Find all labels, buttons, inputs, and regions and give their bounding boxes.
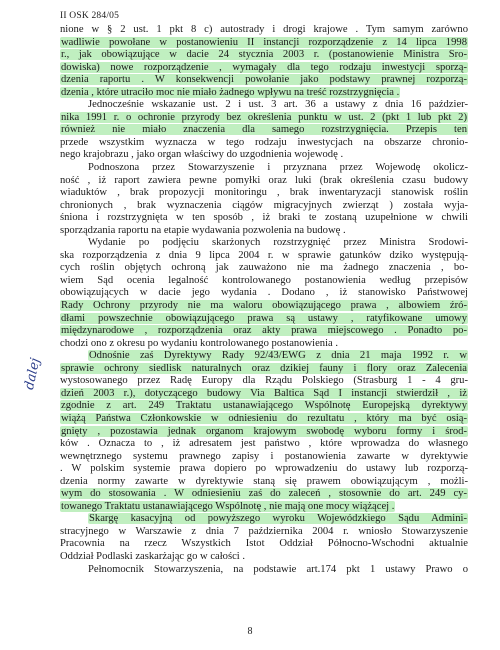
text-line: stracyjnego w Warszawie z dnia 7 października 2004 r. wniosło Stowarzyszenie <box>60 525 468 537</box>
handwritten-margin-note: dalej <box>22 356 44 392</box>
text-line: nione w § 2 ust. 1 pkt 8 c) autostrady i drogi krajowe . Tym samym zarówno <box>60 24 468 35</box>
text-line: zgodnie z art. 249 Traktatu ustanawiającego Wspólnotę Europejską dyrektywy <box>61 400 467 412</box>
text-line: Oddział Podlaski zaskarżając go w całości . <box>60 550 246 562</box>
text-line: wewnętrznego systemu prawnego zapisy i postanowienia zawarte w dyrektywie <box>60 450 468 462</box>
text-line: wym do stosowania . W odniesieniu zaś do zaleceń , stosownie do art. 249 cy- <box>61 488 467 500</box>
text-line: wiążą Państwa Członkowskie w odniesieniu do rezultatu , który ma być osią- <box>61 412 467 424</box>
text-line: cych roślin objętych ochroną jak zauważono nie ma żadnego znaczenia , bo- <box>60 262 468 274</box>
text-line: towanego Traktatu ustanawiającego Wspólnotę , nie mają one mocy wiążącej . <box>61 500 395 512</box>
text-line: dowiska) nowe rozporządzenie , wymagały dla tego rodzaju inwestycji sporzą- <box>61 61 467 73</box>
text-line: wiem Sąd ocenia legalność kontrolowanego postanowienia według przepisów <box>60 274 468 286</box>
text-line: gnięty , pozostawia jednak organom krajowym swobodę wyboru formy i środ- <box>61 425 467 437</box>
text-line: Rady Ochrony przyrody nie ma waloru obowiązującego prawa , albowiem źró- <box>61 300 467 312</box>
text-line: dzień 2003 r.), dotyczącego budowy Via Baltica Sąd I instancji stwierdził , iż <box>61 387 467 399</box>
text-line: dzenia , które utraciło moc nie miało żadnego wpływu na treść rozstrzygnięcia . <box>61 86 400 98</box>
text-line: Pełnomocnik Stowarzyszenia, na podstawie art.174 pkt 1 ustawy Prawo o <box>88 563 468 575</box>
text-line: Odnośnie zaś Dyrektywy Rady 92/43/EWG z dnia 21 maja 1992 r. w <box>89 350 467 362</box>
text-line: międzynarodowe , rozporządzenia oraz akty prawa miejscowego . Ponadto po- <box>61 325 467 337</box>
text-line: dzenia normy zawarte w dyrektywie staną się prawem obowiązującym , możli- <box>60 475 468 487</box>
text-line: r., jak obowiązujące w dacie 24 stycznia 2003 r. (postanowienie Ministra Śro- <box>61 49 467 61</box>
text-line: Jednocześnie wskazanie ust. 2 i ust. 3 art. 36 a ustawy z dnia 16 paździer- <box>88 99 468 111</box>
text-line: Podnoszona przez Stowarzyszenie i przyznana przez Wojewodę okolicz- <box>88 162 468 174</box>
text-line: nika 1991 r. o ochronie przyrody bez określenia punktu w ust. 2 (pkt 1 lub pkt 2) <box>61 111 467 123</box>
text-line: ska rozporządzenia z dnia 9 lipca 2004 r. w sprawie gatunków dziko występują- <box>60 249 468 261</box>
text-line: dłami powszechnie obowiązującego prawa są ustawy , ratyfikowane umowy <box>61 312 467 324</box>
text-line: ków . Oznacza to , iż adresatem jest państwo , które wprowadza do własnego <box>60 438 468 450</box>
text-line: obowiązujących w dacie jego wydania . Dodano , iż stanowisko Państwowej <box>60 287 468 299</box>
case-number: II OSK 284/05 <box>60 11 120 21</box>
text-line: sporządzania raportu na etapie wydawania pozwolenia na budowę . <box>60 224 346 236</box>
text-line: Pracownia na rzecz Wszystkich Istot Oddział Północno-Wschodni aktualnie <box>60 538 468 550</box>
text-line: ność , iż raport zawiera pewne pomyłki oraz luki (brak określenia czasu budowy <box>60 174 468 186</box>
text-line: przede wszystkim wyznacza w tego rodzaju inwestycjach na obszarze chronio- <box>60 136 468 148</box>
text-line: sprawie ochrony siedlisk naturalnych oraz dzikiej fauny i flory oraz Zalecenia <box>61 362 467 374</box>
text-line: śniona i rozstrzygnięta w ten sposób , iż braki te zostaną uzupełnione w chwili <box>60 212 468 224</box>
text-line: również nie miało znaczenia dla samego rozstrzygnięcia. Przepis ten <box>61 124 467 136</box>
text-line: nego krajobrazu , jako organ właściwy do uzgodnienia wojewodę . <box>60 149 344 161</box>
text-line: Wydanie po podjęciu skarżonych rozstrzygnięć przez Ministra Środowi- <box>88 237 468 249</box>
text-line: dzenia raportu . W konsekwencji powołanie jako podstawy prawnej rozporzą- <box>61 74 467 86</box>
text-line: wiaduktów , brak propozycji monitoringu , brak inwentaryzacji stanowisk roślin <box>60 187 468 199</box>
document-body <box>60 24 468 576</box>
text-line: chronionych , brak wyznaczenia ciągów migracyjnych zwierząt ) została wyja- <box>60 199 468 211</box>
text-line: Skargę kasacyjną od powyższego wyroku Wojewódzkiego Sądu Admini- <box>89 513 467 525</box>
text-line: chodzi ono z okresu po wydaniu kontrolowanego postanowienia . <box>60 337 339 349</box>
text-line: wadliwie powołane w postanowieniu II instancji rozporządzenie z 14 lipca 1998 <box>61 36 467 48</box>
text-line: wystosowanego przez Radę Europy dla Rządu Polskiego (Strasburg 1 - 4 gru- <box>60 375 468 387</box>
text-line: . W polskim systemie prawa dopiero po wprowadzeniu do ustawy lub rozporzą- <box>60 463 468 475</box>
page-number: 8 <box>247 626 253 637</box>
